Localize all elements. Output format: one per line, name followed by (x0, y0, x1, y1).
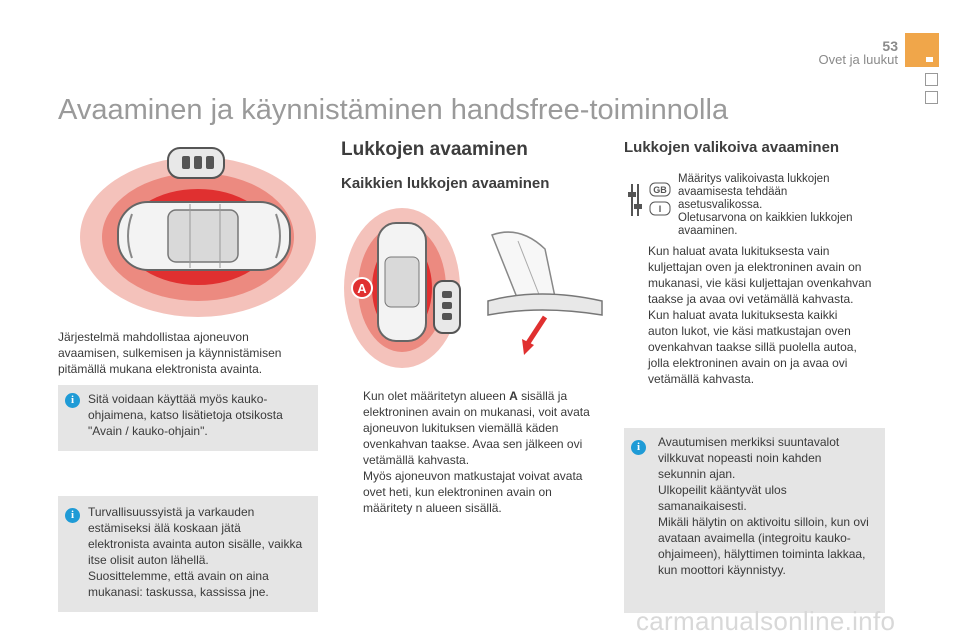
info-icon: i (65, 393, 80, 408)
note-unlock-signal-text: Avautumisen merkiksi suuntavalot vilkkuvat nopeasti noin kahden sekunnin ajan. Ulkopeilit kääntyvät ulos samanaikaisesti. Mikäli hälytin on aktivoitu silloin, kun ovi avataan avaimella (integroitu kauko- ohjaimeen), hälyttimen toiminta lakkaa, kun moottori käynnistyy. (658, 435, 869, 577)
info-note-unlock-signal (624, 428, 885, 613)
svg-text:I: I (658, 204, 662, 214)
door-handle-hand-illustration (488, 232, 602, 355)
car-top-view (118, 202, 290, 270)
section-heading-selective: Lukkojen valikoiva avaaminen (624, 139, 840, 156)
note-safety-text: Turvallisuussyistä ja varkauden estämiseksi älä koskaan jätä elektronista avainta auton sisälle, vaikka itse olisit auton lähellä. Suosittelemme, että avain on aina mukanasi: taskussa, kassissa jne. (88, 505, 303, 599)
info-note-remote (58, 385, 318, 451)
key-fob-icon (434, 281, 460, 333)
car-top-view-vertical (378, 223, 426, 341)
selective-setting-text: Määritys valikoivasta lukkojen avaamisesta tehdään asetusvalikossa. Oletusarvona on kaikkien lukkojen avaaminen. (678, 173, 853, 237)
info-icon: i (631, 440, 646, 455)
selective-driver-instruction: Kun haluat avata lukituksesta vain kuljettajan oven ja elektroninen avain on mukanasi, vie käsi kuljettajan ovenkahvan taakse ja avaa ovi vetämällä kahvasta. (648, 244, 872, 306)
unlock-all-instruction: Kun olet määritetyn alueen A sisällä ja elektroninen avain on mukanasi, voit avata ajoneuvon lukituksen viemällä käden ovenkahvan taakse. Avaa sen jälkeen ovi vetämällä kahvasta. Myös ajoneuvon matkustajat voivat avata ovet heti, kun elektroninen avain on määritety n alueen sisällä. (363, 389, 590, 515)
car-zone-illustration (70, 140, 320, 320)
subheading-all-locks: Kaikkien lukkojen avaaminen (341, 175, 550, 192)
section-heading-unlocking: Lukkojen avaaminen (341, 139, 528, 160)
watermark: carmanualsonline.info (636, 606, 896, 636)
zone-a-marker (352, 278, 372, 298)
page-title: Avaaminen ja käynnistäminen handsfree-toiminnolla (58, 94, 729, 126)
svg-text:GB: GB (653, 185, 667, 195)
chapter-tab[interactable] (925, 91, 938, 104)
info-note-safety (58, 496, 318, 612)
intro-text: Järjestelmä mahdollistaa ajoneuvon avaamisen, sulkemisen ja käynnistämisen pitämällä mukana elektronista avainta. (58, 330, 282, 376)
chapter-tab[interactable] (925, 73, 938, 86)
section-title: Ovet ja luukut (818, 52, 898, 67)
unlock-zone-illustration (340, 205, 610, 375)
chapter-tab-active[interactable] (905, 33, 939, 67)
note-remote-text: Sitä voidaan käyttää myös kauko- ohjaimena, katso lisätietoja otsikosta "Avain / kauko-ohjain". (88, 392, 283, 438)
selective-all-instruction: Kun haluat avata lukituksesta kaikki auton lukot, vie käsi matkustajan oven ovenkahvan taakse sillä puolella autoa, jolla elektroninen avain on ja avaa ovi vetämällä kahvasta. (648, 308, 857, 386)
info-icon: i (65, 508, 80, 523)
svg-text:A: A (357, 281, 367, 296)
page-number: 53 (882, 38, 898, 54)
key-fob-icon (168, 148, 224, 178)
settings-sliders-icon (626, 182, 672, 218)
